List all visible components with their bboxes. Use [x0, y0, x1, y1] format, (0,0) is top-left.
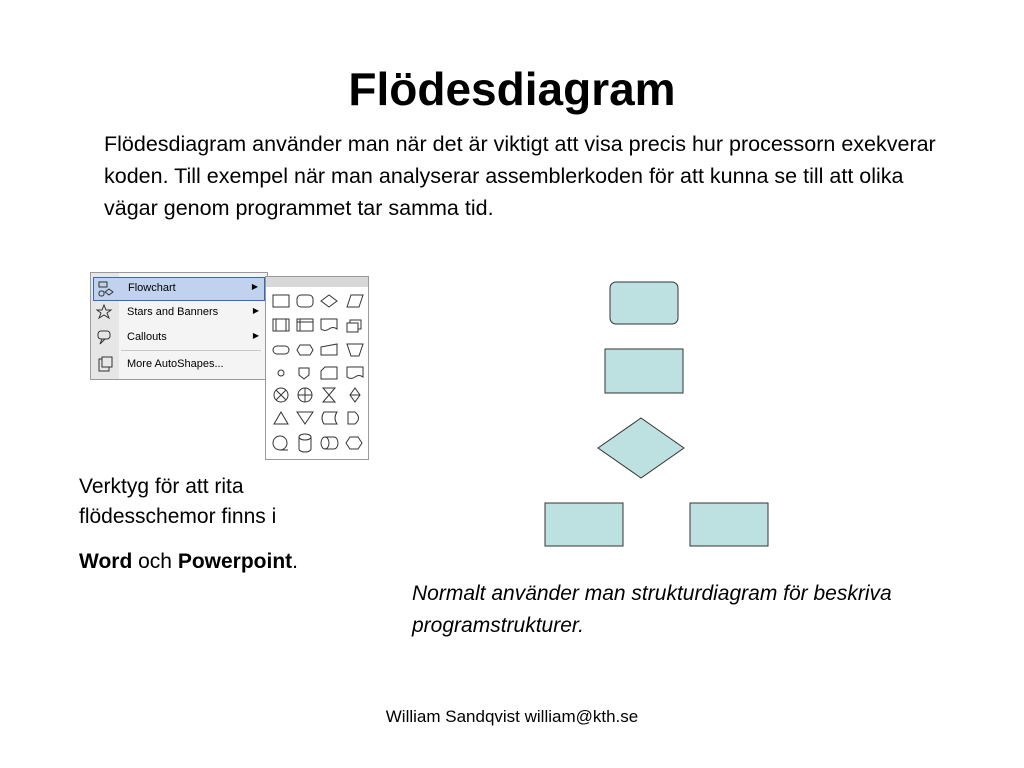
shape-preparation-icon[interactable] — [297, 345, 313, 355]
flow-process-shape — [605, 349, 683, 393]
shape-alternate-process-icon[interactable] — [297, 295, 313, 307]
more-autoshapes-icon — [96, 356, 116, 374]
flow-right-process-shape — [690, 503, 768, 546]
shape-delay-icon[interactable] — [348, 412, 359, 424]
structure-diagram-note: Normalt använder man strukturdiagram för beskriva programstrukturer. — [412, 582, 892, 637]
submenu-arrow-icon: ▶ — [252, 331, 259, 340]
flowchart-shape-palette — [265, 276, 369, 460]
shape-display-icon[interactable] — [346, 437, 362, 449]
menu-item-label: Flowchart — [128, 282, 176, 294]
word-label: Word — [79, 550, 133, 573]
menu-item-flowchart[interactable] — [93, 277, 265, 301]
flow-decision-shape — [598, 418, 684, 478]
flow-start-shape — [610, 282, 678, 324]
shape-multidocument-icon[interactable] — [347, 323, 358, 332]
palette-shapes — [266, 287, 368, 459]
shape-data-icon[interactable] — [347, 295, 363, 307]
menu-item-more-autoshapes[interactable] — [93, 354, 265, 376]
shape-collate-icon[interactable] — [323, 388, 335, 402]
tools-apps — [79, 547, 379, 577]
menu-item-label: Callouts — [127, 331, 167, 343]
shape-internal-storage-icon[interactable] — [297, 319, 313, 331]
menu-item-callouts[interactable] — [93, 327, 265, 349]
slide-title: Flödesdiagram — [348, 63, 676, 115]
och-text: och — [132, 550, 178, 573]
shape-manual-input-icon[interactable] — [321, 344, 337, 355]
shape-sequential-access-storage-icon[interactable] — [273, 436, 287, 450]
shape-manual-operation-icon[interactable] — [347, 344, 363, 356]
submenu-arrow-icon: ▶ — [252, 306, 259, 315]
tools-description: Verktyg för att rita flödesschemor finns i — [79, 475, 277, 528]
flowchart-icon — [97, 280, 117, 298]
shape-document-icon[interactable] — [321, 319, 337, 331]
intro-paragraph: Flödesdiagram använder man när det är viktigt att visa precis hur processorn exekverar koden. Till exempel när man analyserar assemblerkoden för att kunna se till att olika vägar genom programmet tar samma tid. — [104, 132, 936, 220]
menu-separator — [121, 350, 261, 351]
menu-item-label: More AutoShapes... — [127, 358, 224, 370]
slide-footer: William Sandqvist william@kth.se — [385, 707, 639, 726]
shape-punched-tape-icon[interactable] — [347, 367, 363, 379]
shape-direct-access-storage-icon[interactable] — [321, 437, 338, 449]
shape-extract-icon[interactable] — [274, 412, 288, 424]
period-text: . — [292, 550, 298, 573]
shape-magnetic-disk-icon[interactable] — [299, 434, 311, 452]
flow-left-process-shape — [545, 503, 623, 546]
powerpoint-label: Powerpoint — [177, 550, 293, 573]
shape-merge-icon[interactable] — [297, 412, 313, 424]
shape-predefined-process-icon[interactable] — [273, 319, 289, 331]
example-flowchart — [540, 276, 780, 551]
shape-decision-icon[interactable] — [321, 295, 337, 307]
palette-drag-handle[interactable] — [266, 277, 368, 287]
stars-icon — [96, 304, 116, 322]
shape-card-icon[interactable] — [321, 367, 337, 379]
callouts-icon — [96, 329, 116, 347]
shape-offpage-connector-icon[interactable] — [299, 368, 309, 379]
shape-terminator-icon[interactable] — [273, 346, 289, 354]
shape-connector-icon[interactable] — [278, 370, 284, 376]
menu-item-stars-and-banners[interactable] — [93, 302, 265, 324]
menu-item-label: Stars and Banners — [127, 306, 219, 318]
autoshapes-menu — [90, 272, 268, 380]
shape-sort-icon[interactable] — [350, 388, 360, 402]
submenu-arrow-icon: ▶ — [251, 282, 258, 291]
shape-stored-data-icon[interactable] — [322, 412, 337, 424]
shape-process-icon[interactable] — [273, 295, 289, 307]
